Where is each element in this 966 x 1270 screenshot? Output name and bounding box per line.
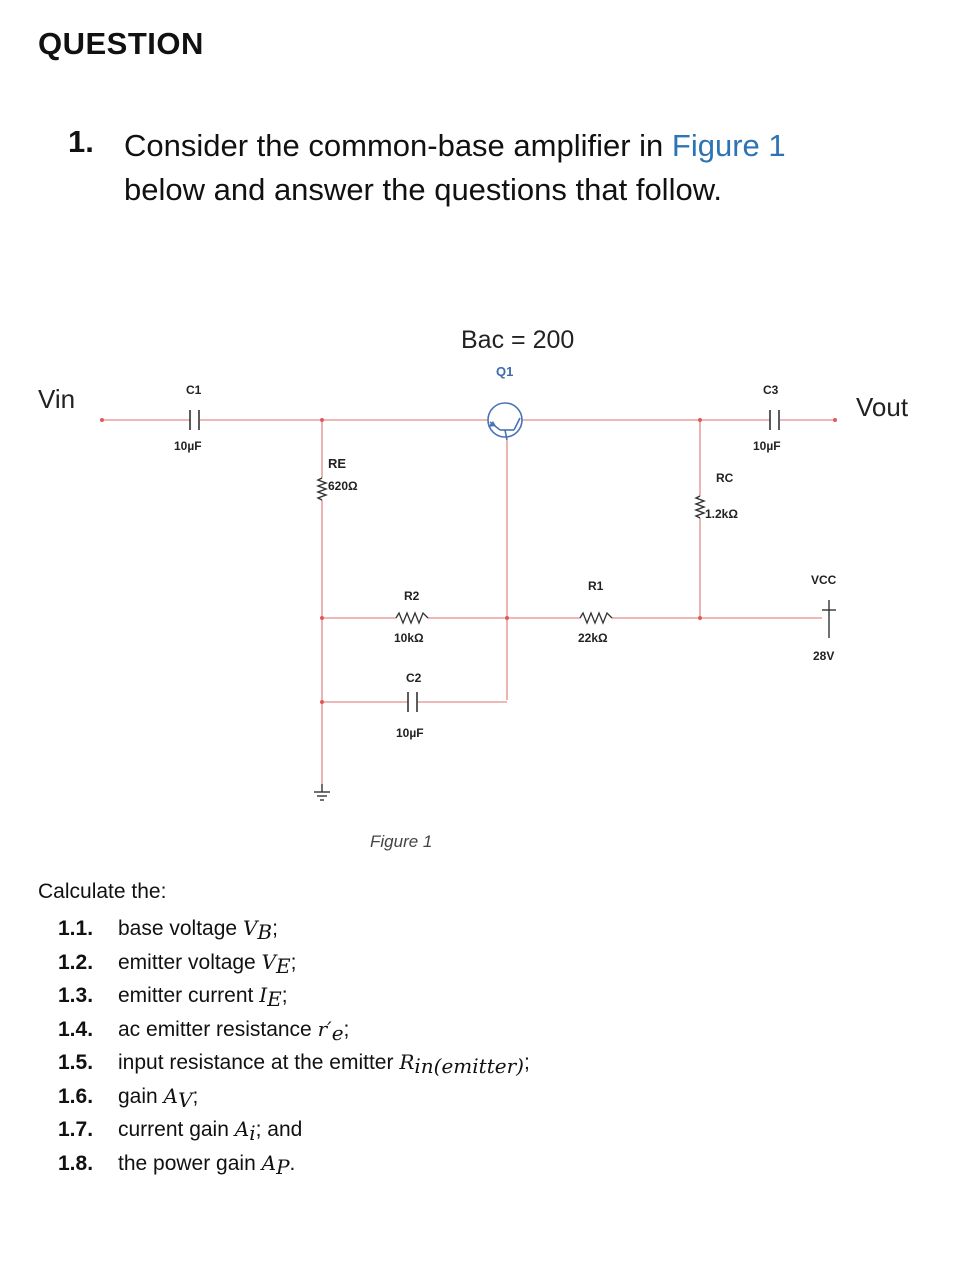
- vcc-source: [822, 600, 836, 638]
- figure-caption: Figure 1: [370, 832, 433, 851]
- sub-question-symbol: V: [242, 916, 258, 940]
- r1-name: R1: [588, 579, 604, 593]
- sub-question-symbol: r′: [317, 1016, 332, 1041]
- sub-question-label: ac emitter resistance: [118, 1017, 318, 1041]
- question-text-after: below and answer the questions that follow.: [124, 172, 722, 207]
- dot-r2-left: [320, 616, 324, 620]
- c2-value: 10µF: [396, 726, 424, 740]
- sub-question-text: [118, 1080, 198, 1117]
- dot-c2-left: [320, 700, 324, 704]
- capacitor-c2: [408, 692, 417, 712]
- sub-question-subscript: V: [178, 1087, 193, 1112]
- sub-question-tail: ; and: [255, 1118, 303, 1141]
- junction-dots: [100, 418, 837, 704]
- sub-question-number: 1.4.: [58, 1017, 94, 1041]
- dot-base: [505, 616, 509, 620]
- sub-question-label: base voltage: [118, 917, 243, 940]
- c2-name: C2: [406, 671, 422, 685]
- vout-label: Vout: [856, 392, 909, 422]
- q1-label: Q1: [496, 364, 514, 379]
- resistor-rc: [696, 496, 704, 518]
- circuit-diagram: [0, 300, 966, 860]
- sub-question-label: emitter current: [118, 984, 260, 1007]
- sub-question-number: 1.5.: [58, 1051, 94, 1074]
- sub-question-tail: ;: [281, 984, 288, 1007]
- sub-question-number: 1.6.: [58, 1084, 94, 1108]
- sub-question-tail: ;: [290, 950, 297, 974]
- sub-question-symbol: R: [399, 1050, 415, 1074]
- re-value: 620Ω: [328, 479, 358, 493]
- capacitor-c3: [770, 410, 779, 430]
- sub-question-number: 1.1.: [58, 917, 94, 940]
- sub-question-subscript: P: [276, 1154, 290, 1179]
- c3-value: 10µF: [753, 439, 781, 453]
- sub-question-label: current gain: [118, 1118, 235, 1141]
- sub-question-number: 1.2.: [58, 950, 94, 974]
- sub-question-text: [118, 979, 288, 1016]
- resistor-re: [318, 478, 326, 500]
- sub-question-symbol: A: [234, 1117, 250, 1141]
- sub-question-symbol: A: [261, 1150, 277, 1175]
- sub-question-text: [118, 946, 296, 983]
- r2-value: 10kΩ: [394, 631, 424, 645]
- dot-rc: [698, 418, 702, 422]
- ground-symbol: [314, 784, 330, 800]
- vin-label: Vin: [38, 384, 76, 414]
- dot-vout: [833, 418, 837, 422]
- sub-question-subscript: in(emitter): [414, 1054, 524, 1078]
- dot-rc-bottom: [698, 616, 702, 620]
- r2-name: R2: [404, 589, 420, 603]
- sub-question-tail: ;: [343, 1017, 350, 1041]
- bac-label: Bac = 200: [461, 326, 575, 354]
- question-text-before: Consider the common-base amplifier in: [124, 128, 664, 163]
- resistor-r1: [580, 613, 612, 623]
- sub-question-label: gain: [118, 1084, 164, 1108]
- sub-question-text: [118, 1147, 295, 1184]
- sub-question-subscript: e: [331, 1020, 344, 1045]
- sub-question-symbol: V: [261, 949, 277, 974]
- sub-question-subscript: i: [249, 1121, 256, 1145]
- capacitor-c1: [190, 410, 199, 430]
- question-number: 1.: [68, 124, 94, 159]
- vcc-value: 28V: [813, 649, 835, 663]
- sub-question-symbol: A: [163, 1083, 178, 1108]
- c3-name: C3: [763, 383, 779, 397]
- r1-value: 22kΩ: [578, 631, 608, 645]
- figure-reference: Figure 1: [671, 128, 786, 163]
- sub-question-tail: ;: [192, 1084, 199, 1108]
- sub-question-symbol: I: [259, 983, 268, 1007]
- rc-value: 1.2kΩ: [705, 507, 738, 521]
- sub-question-text: [118, 1013, 349, 1050]
- sub-question-number: 1.3.: [58, 984, 94, 1007]
- sub-question-text: [118, 1046, 530, 1083]
- sub-question-subscript: E: [276, 953, 291, 978]
- dot-vin: [100, 418, 104, 422]
- c1-name: C1: [186, 383, 202, 397]
- question-text: [124, 124, 844, 212]
- sub-question-number: 1.8.: [58, 1151, 94, 1175]
- sub-question-label: the power gain: [118, 1151, 262, 1175]
- dot-re: [320, 418, 324, 422]
- sub-question-subscript: B: [257, 920, 273, 944]
- c1-value: 10µF: [174, 439, 202, 453]
- sub-question-tail: ;: [272, 917, 278, 940]
- sub-question-label: emitter voltage: [118, 950, 262, 974]
- sub-question-tail: .: [289, 1151, 296, 1175]
- transistor-q1: [488, 403, 522, 440]
- sub-question-label: input resistance at the emitter: [118, 1051, 400, 1074]
- sub-question-subscript: E: [267, 987, 282, 1011]
- sub-question-text: [118, 912, 278, 949]
- vcc-name: VCC: [811, 573, 837, 587]
- calculate-intro: Calculate the:: [38, 880, 167, 903]
- resistor-r2: [396, 613, 428, 623]
- sub-question-number: 1.7.: [58, 1118, 94, 1141]
- sub-question-text: [118, 1113, 302, 1150]
- rc-name: RC: [716, 471, 734, 485]
- sub-question-tail: ;: [523, 1051, 530, 1074]
- re-name: RE: [328, 456, 347, 471]
- page-heading: QUESTION: [38, 26, 204, 61]
